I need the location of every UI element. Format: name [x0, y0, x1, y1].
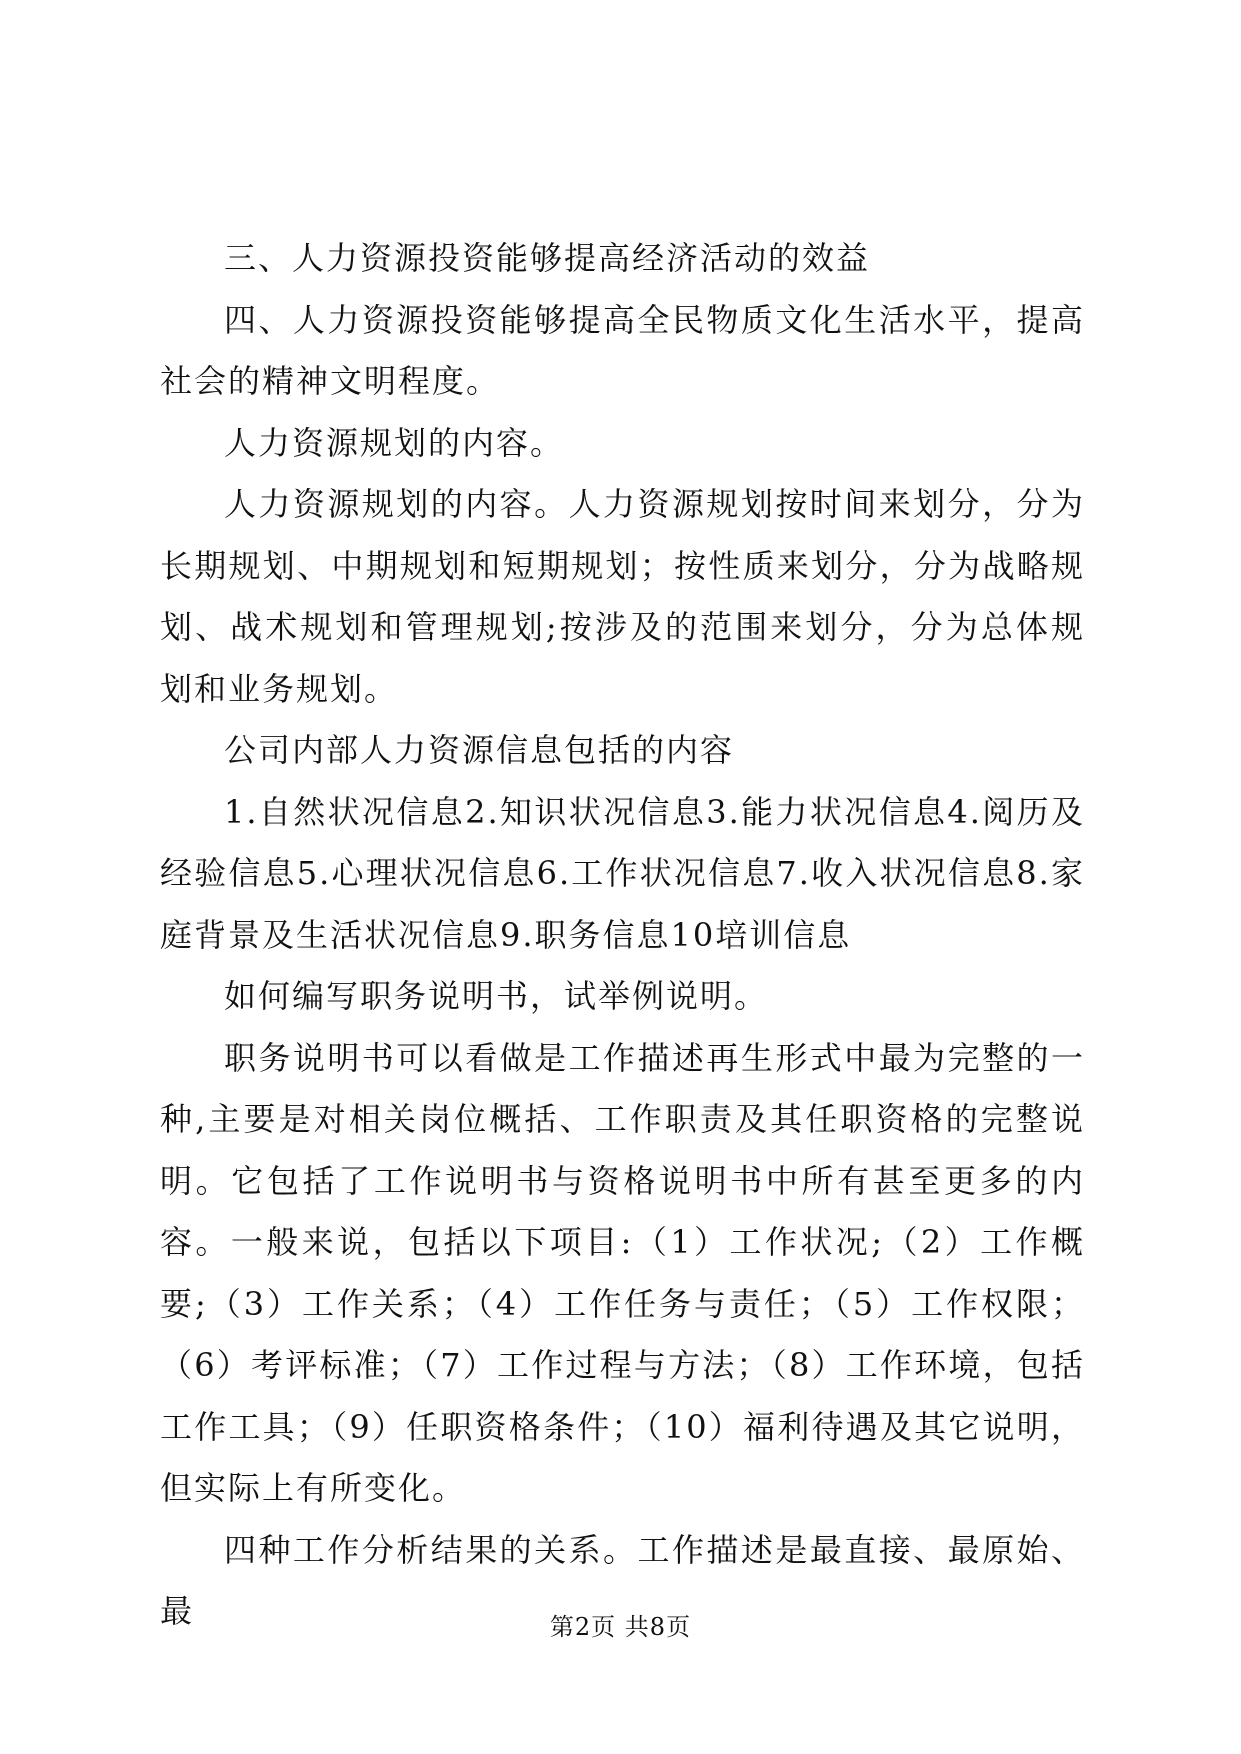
- paragraph-analysis-results-relation: 四种工作分析结果的关系。工作描述是最直接、最原始、最: [160, 1530, 1085, 1630]
- paragraph-planning-content-heading: 人力资源规划的内容。: [224, 423, 565, 462]
- paragraph-job-description-question: 如何编写职务说明书，试举例说明。: [224, 977, 769, 1015]
- paragraph-investment-benefit: 三、人力资源投资能够提高经济活动的效益: [224, 239, 871, 277]
- paragraph-planning-content-detail: 人力资源规划的内容。人力资源规划按时间来划分，分为长期规划、中期规划和短期规划；按性质来划分，分为战略规划、战术规划和管理规划;按涉及的范围来划分，分为总体规划和业务规划。: [160, 485, 1085, 708]
- page-number-footer: 第2页 共8页: [549, 1613, 692, 1641]
- paragraph-internal-info-heading: 公司内部人力资源信息包括的内容: [224, 731, 735, 769]
- paragraph-job-description-answer: 职务说明书可以看做是工作描述再生形式中最为完整的一种,主要是对相关岗位概括、工作职责及其任职资格的完整说明。它包括了工作说明书与资格说明书中所有甚至更多的内容。一般来说，包括以下项目:（1）工作状况;（2）工作概要;（3）工作关系；（4）工作任务与责任；（5）工作权限；（6）考评标准；（7）工作过程与方法；（8）工作环境，包括工作工具；（9）任职资格条件；（10）福利待遇及其它说明，但实际上有所变化。: [160, 1038, 1085, 1507]
- paragraph-investment-living-standard: 四、人力资源投资能够提高全民物质文化生活水平，提高社会的精神文明程度。: [160, 300, 1085, 400]
- paragraph-internal-info-list: 1.自然状况信息2.知识状况信息3.能力状况信息4.阅历及经验信息5.心理状况信息6.工作状况信息7.收入状况信息8.家庭背景及生活状况信息9.职务信息10培训信息: [160, 792, 1085, 954]
- document-body: [160, 228, 1085, 1643]
